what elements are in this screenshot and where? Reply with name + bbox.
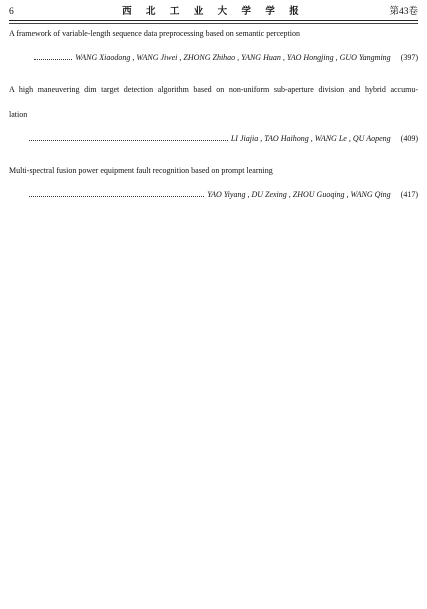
volume-label: 第43卷 — [389, 7, 418, 17]
toc-entry — [9, 164, 418, 201]
entry-author-line — [9, 51, 418, 64]
leader-dots — [29, 189, 204, 197]
toc-entry — [9, 83, 418, 145]
header-rule-thin — [9, 23, 418, 24]
entry-authors: YAO Yiyang , DU Zexing , ZHOU Guoqing , WANG Qing — [207, 190, 391, 199]
leader-dots — [34, 52, 72, 60]
entry-authors: WANG Xiaodong , WANG Jiwei , ZHONG Zhihao , YANG Huan , YAO Hongjing , GUO Yangming — [75, 53, 391, 62]
page-number: 6 — [9, 7, 14, 17]
entry-page: (409) — [400, 134, 418, 143]
header-rule — [9, 20, 418, 21]
entry-title: Multi-spectral fusion power equipment fault recognition based on prompt learning — [9, 166, 273, 175]
entry-authors: LI Jiajia , TAO Haihong , WANG Le , QU Aopeng — [230, 134, 391, 143]
running-header — [9, 5, 418, 19]
entry-title: A high maneuvering dim target detection algorithm based on non-uniform sub-aperture division and hybrid accumu- — [9, 85, 418, 94]
entry-title-continued: lation — [9, 110, 28, 119]
entry-author-line — [9, 132, 418, 145]
entry-title: A framework of variable-length sequence data preprocessing based on semantic perception — [9, 29, 300, 38]
journal-title: 西 北 工 业 大 学 学 报 — [122, 7, 305, 17]
entry-author-line — [9, 188, 418, 201]
leader-dots — [29, 133, 228, 141]
entry-page: (417) — [400, 190, 418, 199]
entry-page: (397) — [400, 53, 418, 62]
toc-entry — [9, 27, 418, 64]
